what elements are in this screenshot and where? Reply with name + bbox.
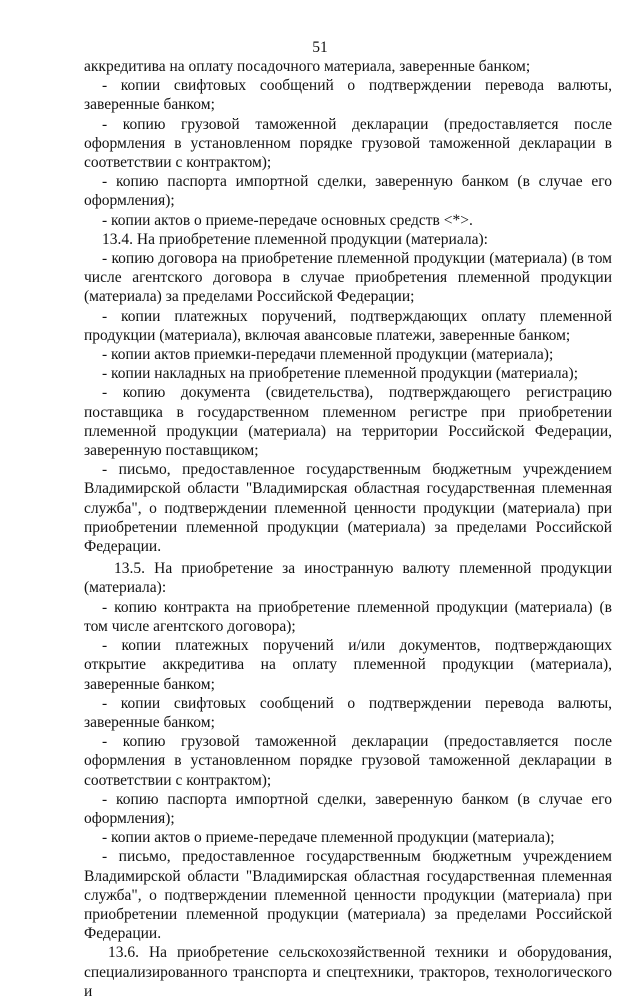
section-heading: 13.6. На приобретение сельскохозяйственной техники и оборудования, специализированного транспорта и спецтехники, тракторов, технологического и — [84, 944, 612, 1000]
list-item: - копии актов о приеме-передаче племенной продукции (материала); — [102, 829, 555, 847]
list-item: - копии платежных поручений, подтверждающих оплату племенной продукции (материала), включая авансовые платежи, заверенные банком; — [84, 307, 612, 344]
list-item: - копию грузовой таможенной декларации (предоставляется после оформления в установленном порядке грузовой таможенной декларации в соответствии с контрактом); — [84, 733, 612, 789]
section-heading: 13.4. На приобретение племенной продукции (материала): — [102, 230, 488, 248]
list-item: - копии актов приемки-передачи племенной продукции (материала); — [102, 346, 554, 364]
list-item: - копию грузовой таможенной декларации (предоставляется после оформления в установленном порядке грузовой таможенной декларации в соответствии с контрактом); — [84, 115, 612, 172]
list-item: - копии свифтовых сообщений о подтверждении перевода валюты, заверенные банком; — [84, 694, 612, 731]
list-item: - письмо, предоставленное государственным бюджетным учреждением Владимирской области "Владимирская областная государственная племенная служба", о подтверждении племенной ценности продукции (материала) при приобретении племенной продукции (материала) за пределами Российской Федерации. — [84, 848, 612, 943]
list-item: - копии свифтовых сообщений о подтверждении перевода валюты, заверенные банком; — [84, 77, 612, 114]
list-item: - копию договора на приобретение племенной продукции (материала) (в том числе агентского договора в случае приобретения племенной продукции (материала) за пределами Российской Федерации; — [84, 250, 612, 306]
list-item: - копии актов о приеме-передаче основных средств <*>. — [102, 211, 473, 229]
document-body — [0, 57, 640, 1001]
section-heading: 13.5. На приобретение за иностранную валюту племенной продукции (материала): — [84, 560, 612, 597]
list-item: - копию паспорта импортной сделки, заверенную банком (в случае его оформления); — [84, 173, 612, 210]
page-number: 51 — [312, 39, 328, 56]
paragraph: аккредитива на оплату посадочного материала, заверенные банком; — [84, 58, 531, 75]
list-item: - копии платежных поручений и/или документов, подтверждающих открытие аккредитива на оплату племенной продукции (материала), заверенные банком; — [84, 637, 612, 693]
list-item: - копию документа (свидетельства), подтверждающего регистрацию поставщика в государственном племенном регистре при приобретении племенной продукции (материала) на территории Российской Федерации, заверенную поставщиком; — [84, 384, 612, 460]
list-item: - письмо, предоставленное государственным бюджетным учреждением Владимирской области "Владимирская областная государственная племенная служба", о подтверждении племенной ценности продукции (материала) при приобретении племенной продукции (материала) за пределами Российской Федерации. — [84, 461, 612, 556]
list-item: - копию контракта на приобретение племенной продукции (материала) (в том числе агентского договора); — [84, 598, 612, 635]
list-item: - копию паспорта импортной сделки, заверенную банком (в случае его оформления); — [84, 790, 612, 827]
list-item: - копии накладных на приобретение племенной продукции (материала); — [102, 365, 579, 383]
